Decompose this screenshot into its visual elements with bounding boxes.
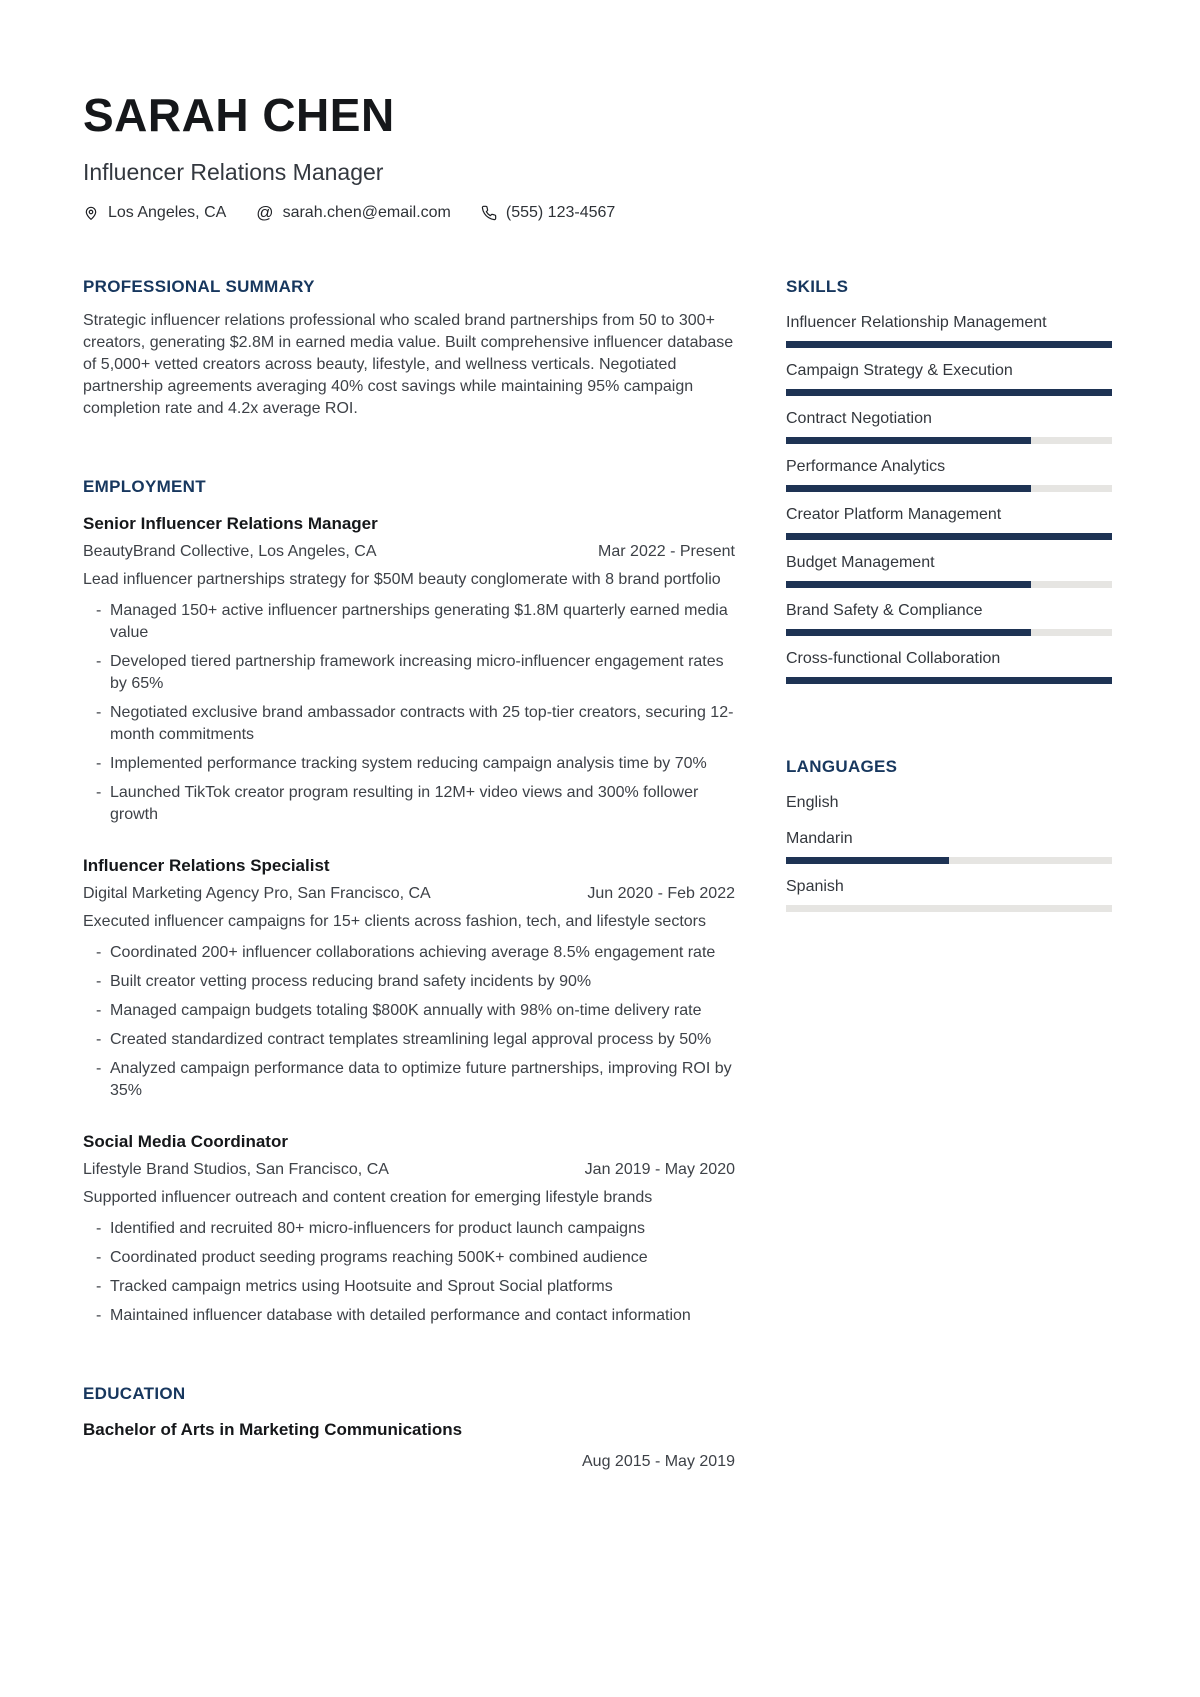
job-company: BeautyBrand Collective, Los Angeles, CA: [83, 543, 377, 560]
location-pin-icon: [83, 205, 99, 221]
skill-level-fill: [786, 485, 1031, 492]
job-meta-row: [83, 1159, 735, 1181]
job-bullet: - Coordinated 200+ influencer collaborations achieving average 8.5% engagement rate: [83, 942, 735, 964]
employment-heading: EMPLOYMENT: [83, 477, 206, 496]
job-dates: Jan 2019 - May 2020: [584, 1161, 735, 1178]
job-bullet-list: [83, 600, 735, 826]
skill-label: Contract Negotiation: [786, 410, 932, 427]
job-bullet: - Identified and recruited 80+ micro-influencers for product launch campaigns: [83, 1218, 735, 1240]
education-heading: EDUCATION: [83, 1384, 186, 1403]
skill-label: Creator Platform Management: [786, 506, 1002, 523]
section-professional-summary: [83, 276, 735, 420]
language-level-bar: [786, 857, 1112, 864]
skill-level-fill: [786, 341, 1112, 348]
skill-item: [786, 408, 1112, 444]
job-bullet: - Coordinated product seeding programs reaching 500K+ combined audience: [83, 1247, 735, 1269]
skill-item: [786, 600, 1112, 636]
job-entry: [83, 1131, 735, 1327]
skill-level-bar: [786, 437, 1112, 444]
skill-level-bar: [786, 533, 1112, 540]
job-meta-row: [83, 541, 735, 563]
contact-location: [83, 204, 226, 222]
section-employment: [83, 476, 735, 1327]
job-summary: Lead influencer partnerships strategy for $50M beauty conglomerate with 8 brand portfolio: [83, 571, 721, 588]
skill-level-fill: [786, 437, 1031, 444]
skill-label: Influencer Relationship Management: [786, 314, 1047, 331]
skill-item: [786, 456, 1112, 492]
job-bullet: - Implemented performance tracking system reducing campaign analysis time by 70%: [83, 753, 735, 775]
contact-email-text: sarah.chen@email.com: [282, 204, 451, 221]
phone-icon: [481, 205, 497, 221]
sidebar-column: [786, 276, 1112, 1473]
person-job-title: Influencer Relations Manager: [83, 159, 384, 185]
skill-label: Brand Safety & Compliance: [786, 602, 983, 619]
language-label: Mandarin: [786, 830, 853, 847]
contact-phone: [481, 204, 615, 222]
section-skills: [786, 276, 1112, 684]
job-company: Lifestyle Brand Studios, San Francisco, CA: [83, 1161, 389, 1178]
contact-row: [83, 204, 1112, 222]
skill-level-bar: [786, 485, 1112, 492]
job-bullet: - Managed 150+ active influencer partnerships generating $1.8M quarterly earned media value: [83, 600, 735, 644]
job-bullet: - Built creator vetting process reducing brand safety incidents by 90%: [83, 971, 735, 993]
job-entry: [83, 855, 735, 1102]
job-title: Influencer Relations Specialist: [83, 856, 330, 875]
main-column: [83, 276, 735, 1473]
skill-level-fill: [786, 389, 1112, 396]
skill-item: [786, 504, 1112, 540]
skill-level-fill: [786, 533, 1112, 540]
person-name: SARAH CHEN: [83, 89, 395, 141]
education-dates: Aug 2015 - May 2019: [582, 1453, 735, 1470]
content-columns: [83, 276, 1112, 1473]
skill-level-bar: [786, 389, 1112, 396]
job-bullet: - Launched TikTok creator program resulting in 12M+ video views and 300% follower growth: [83, 782, 735, 826]
skill-item: [786, 552, 1112, 588]
skill-level-bar: [786, 581, 1112, 588]
languages-heading: LANGUAGES: [786, 757, 898, 776]
job-bullet: - Managed campaign budgets totaling $800K annually with 98% on-time delivery rate: [83, 1000, 735, 1022]
job-bullet: - Tracked campaign metrics using Hootsuite and Sprout Social platforms: [83, 1276, 735, 1298]
skill-label: Budget Management: [786, 554, 935, 571]
email-at-icon: @: [256, 203, 274, 222]
language-item: [786, 828, 1112, 864]
skill-label: Campaign Strategy & Execution: [786, 362, 1013, 379]
resume-header: [83, 88, 1112, 222]
skill-label: Performance Analytics: [786, 458, 946, 475]
job-bullet: - Maintained influencer database with detailed performance and contact information: [83, 1305, 735, 1327]
contact-location-text: Los Angeles, CA: [108, 204, 227, 221]
job-bullet: - Developed tiered partnership framework increasing micro-influencer engagement rates by 65%: [83, 651, 735, 695]
job-entry: [83, 513, 735, 826]
contact-email: [256, 204, 451, 222]
contact-phone-text: (555) 123-4567: [505, 204, 616, 221]
section-education: [83, 1383, 735, 1473]
job-meta-row: [83, 883, 735, 905]
language-level-bar: [786, 905, 1112, 912]
summary-heading: PROFESSIONAL SUMMARY: [83, 277, 315, 296]
job-company: Digital Marketing Agency Pro, San Francisco, CA: [83, 885, 431, 902]
skills-heading: SKILLS: [786, 277, 849, 296]
skill-item: [786, 648, 1112, 684]
skill-level-fill: [786, 677, 1112, 684]
job-summary: Executed influencer campaigns for 15+ clients across fashion, tech, and lifestyle sectors: [83, 913, 706, 930]
skill-level-bar: [786, 341, 1112, 348]
language-label: English: [786, 794, 839, 811]
language-item: [786, 876, 1112, 912]
job-title: Social Media Coordinator: [83, 1132, 288, 1151]
job-summary: Supported influencer outreach and content creation for emerging lifestyle brands: [83, 1189, 653, 1206]
job-bullet: - Created standardized contract templates streamlining legal approval process by 50%: [83, 1029, 735, 1051]
language-item: [786, 792, 1112, 813]
job-title: Senior Influencer Relations Manager: [83, 514, 378, 533]
skill-level-bar: [786, 677, 1112, 684]
skill-level-fill: [786, 629, 1031, 636]
education-degree: Bachelor of Arts in Marketing Communications: [83, 1420, 463, 1439]
skill-item: [786, 312, 1112, 348]
summary-text: Strategic influencer relations professional who scaled brand partnerships from 50 to 300+ creators, generating $2.8M in earned media value. Built comprehensive influencer database of 5,000+ vetted creators across beauty, lifestyle, and wellness verticals. Negotiated partnership agreements averaging 40% cost savings while maintaining 95% campaign completion rate and 4.2x average ROI.: [83, 312, 734, 417]
skill-label: Cross-functional Collaboration: [786, 650, 1001, 667]
job-bullet: - Negotiated exclusive brand ambassador contracts with 25 top-tier creators, securing 12-month commitments: [83, 702, 735, 746]
job-dates: Mar 2022 - Present: [598, 543, 735, 560]
skill-level-bar: [786, 629, 1112, 636]
language-level-fill: [786, 857, 949, 864]
job-bullet: - Analyzed campaign performance data to optimize future partnerships, improving ROI by 35%: [83, 1058, 735, 1102]
skill-item: [786, 360, 1112, 396]
job-bullet-list: [83, 942, 735, 1102]
section-languages: [786, 756, 1112, 912]
language-label: Spanish: [786, 878, 844, 895]
job-dates: Jun 2020 - Feb 2022: [587, 885, 735, 902]
skill-level-fill: [786, 581, 1031, 588]
job-bullet-list: [83, 1218, 735, 1327]
